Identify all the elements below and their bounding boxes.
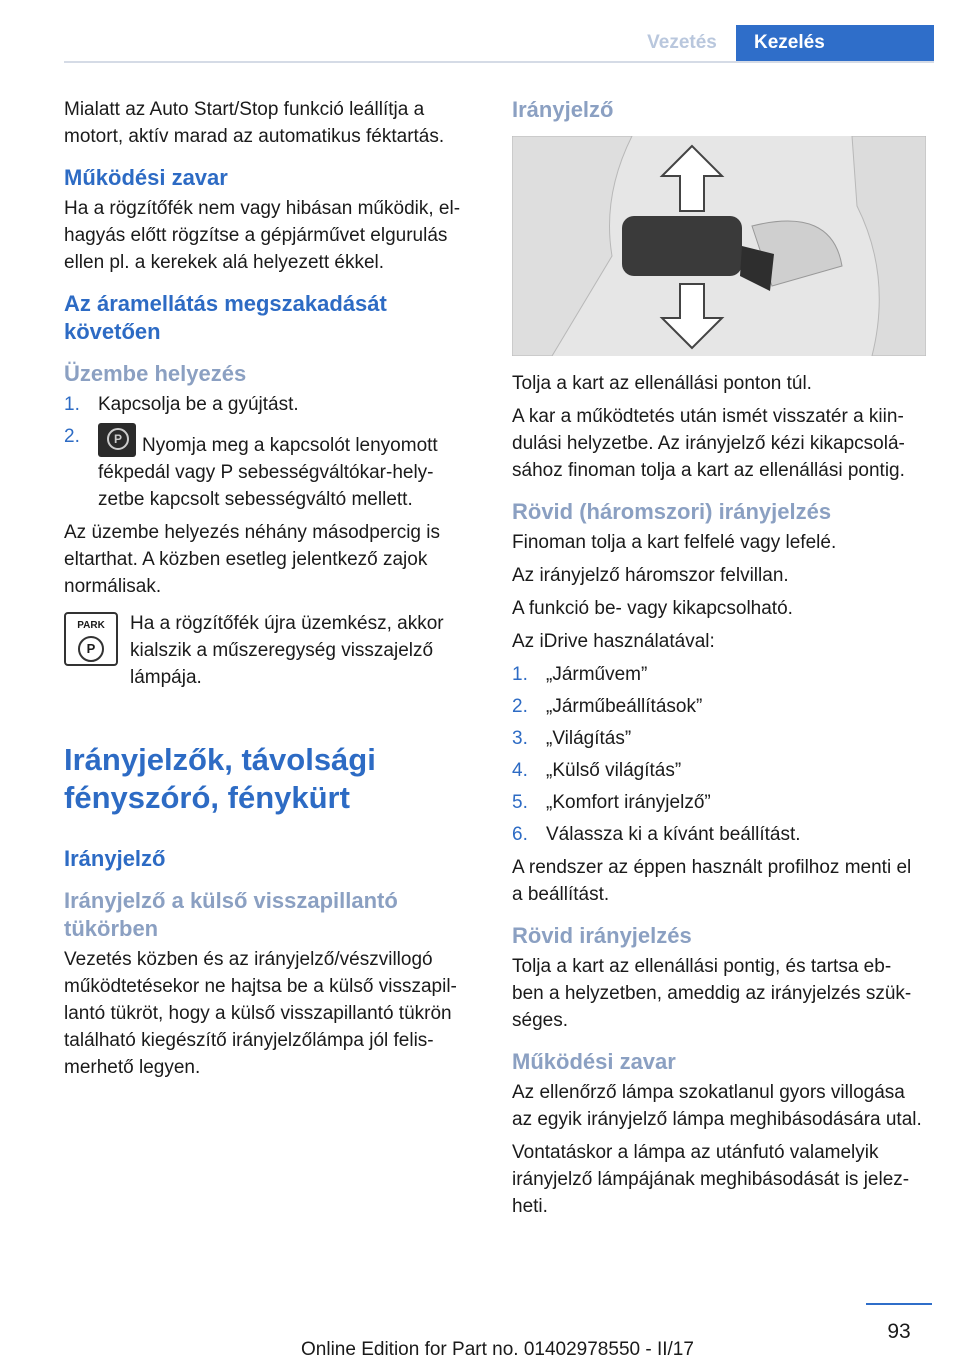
right-column	[512, 96, 926, 1226]
list-item: 4. „Külső világítás”	[512, 760, 682, 781]
heading-indicator-right: Irányjelző	[512, 97, 614, 122]
parking-brake-button-icon: P	[98, 423, 136, 457]
short-paragraph-4: Az iDrive használatával:	[512, 631, 715, 652]
short-paragraph-2: Az irányjelző háromszor felvillan.	[512, 565, 789, 586]
edition-text: Online Edition for Part no. 01402978550 - II/17	[301, 1339, 694, 1360]
park-indicator-icon: PARK P	[64, 612, 118, 666]
list-item: 1. Kapcsolja be a gyújtást.	[64, 394, 299, 415]
heading-mirror-indicator: Irányjelző a külső visszapillantó tükörben	[64, 888, 398, 941]
short-paragraph-3: A funkció be- vagy kikapcsolható.	[512, 598, 793, 619]
start-steps	[64, 391, 478, 513]
lever-paragraph-1: Tolja a kart az ellenállási ponton túl.	[512, 373, 812, 394]
malfunction-paragraph: Ha a rögzítőfék nem vagy hibásan működik, el‐ hagyás előtt rögzítse a gépjárművet elgurulás ellen pl. a kerekek alá helyezett ékkel.	[64, 198, 461, 273]
heading-malfunction-right: Működési zavar	[512, 1049, 676, 1074]
mirror-paragraph: Vezetés közben és az irányjelző/vészvillogó működtetésekor ne hajtsa be a külső visszapil‐ lantó tükröt, hogy a külső visszapillantó tükrön található kiegészítő irányjelzőlámpa jól felis‐ merhető legyen.	[64, 949, 457, 1078]
list-item: 2. „Járműbeállítások”	[512, 696, 703, 717]
malfunction-paragraph-2: Vontatáskor a lámpa az utánfutó valamelyik irányjelző lámpájának meghibásodását is jelez‐ heti.	[512, 1142, 910, 1217]
start-note: Az üzembe helyezés néhány másodpercig is eltarthat. A közben esetleg jelentkező zajok normálisak.	[64, 522, 440, 597]
heading-indicator: Irányjelző	[64, 846, 166, 871]
profile-paragraph: A rendszer az éppen használt profilhoz menti el a beállítást.	[512, 857, 912, 905]
short-paragraph-1: Finoman tolja a kart felfelé vagy lefelé.	[512, 532, 837, 553]
heading-start: Üzembe helyezés	[64, 361, 247, 386]
list-item: 5. „Komfort irányjelző”	[512, 792, 711, 813]
section-title: Irányjelzők, távolsági fényszóró, fénykürt	[64, 742, 376, 815]
list-item: 3. „Világítás”	[512, 728, 632, 749]
malfunction-paragraph-1: Az ellenőrző lámpa szokatlanul gyors villogása az egyik irányjelző lámpa meghibásodására utal.	[512, 1082, 922, 1130]
left-column	[64, 96, 478, 1087]
heading-short-three: Rövid (háromszori) irányjelzés	[512, 499, 832, 524]
idrive-steps	[512, 661, 926, 848]
heading-short: Rövid irányjelzés	[512, 923, 692, 948]
warning-text: Ha a rögzítőfék újra üzemkész, akkor kialszik a műszeregység visszajelző lámpája.	[130, 613, 444, 688]
list-item: 1. „Járművem”	[512, 664, 648, 685]
heading-malfunction: Működési zavar	[64, 165, 228, 190]
list-item: 2. P Nyomja meg a kapcsolót lenyomott fékpedál vagy P sebességváltókar-hely‐ zetbe kapcsolt sebességváltó mellett.	[64, 423, 478, 513]
short-indicator-paragraph: Tolja a kart az ellenállási pontig, és tartsa eb‐ ben a helyzetben, ameddig az irányjelzés szük‐ séges.	[512, 956, 912, 1031]
page-number: 93	[887, 1320, 911, 1343]
warning-block	[64, 610, 478, 691]
heading-power-interruption: Az áramellátás megszakadását követően	[64, 291, 387, 344]
indicator-lever-image	[512, 136, 926, 356]
tab-vezetes[interactable]: Vezetés	[647, 32, 717, 53]
intro-paragraph: Mialatt az Auto Start/Stop funkció leállítja a motort, aktív marad az automatikus féktartás.	[64, 99, 445, 147]
list-item: 6. Válassza ki a kívánt beállítást.	[512, 824, 801, 845]
tab-kezeles[interactable]: Kezelés	[736, 25, 934, 61]
indicator-lever-illustration	[512, 136, 926, 356]
lever-paragraph-2: A kar a működtetés után ismét visszatér a kiin‐ dulási helyzetbe. Az irányjelző kézi kikapcsolá‐ sához finoman tolja a kart az ellenállási pontig.	[512, 406, 905, 481]
header-rule	[64, 61, 934, 63]
footer-rule	[866, 1303, 932, 1305]
